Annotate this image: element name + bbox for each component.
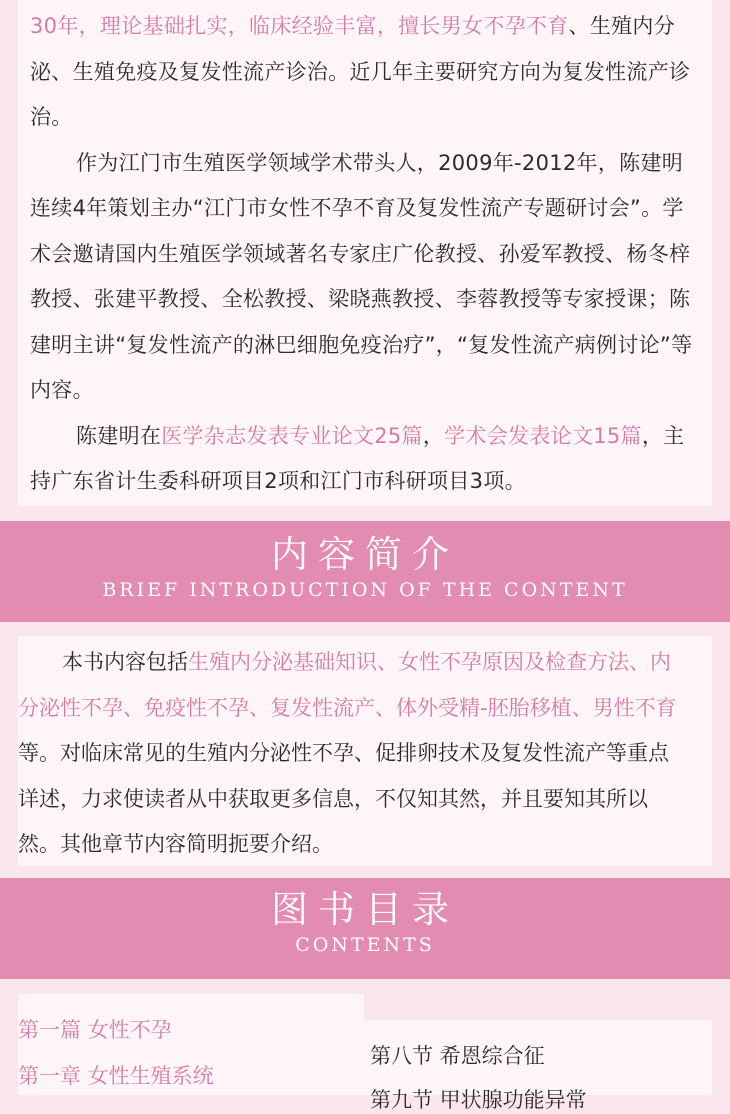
intro-paragraph [18, 640, 682, 868]
contents-subtitle: CONTENTS [295, 934, 435, 956]
content-intro-subtitle: BRIEF INTRODUCTION OF THE CONTENT [102, 579, 628, 601]
bio-paragraph-1 [30, 4, 702, 141]
content-intro-panel [18, 636, 712, 866]
toc-right-column [364, 1020, 712, 1112]
toc-section-item: 第九节 甲状腺功能异常 [370, 1088, 587, 1112]
bio-paragraph-2: 作为江门市生殖医学领域学术带头人，2009年-2012年，陈建明连续4年策划主办“江门市女性不孕不育及复发性流产专题研讨会”。学术会邀请国内生殖医学领域著名专家庄广伦教授、孙爱军教授、杨冬梓教授、张建平教授、全松教授、梁晓燕教授、李蓉教授等专家授课；陈建明主讲“复发性流产的淋巴细胞免疫治疗”，“复发性流产病例讨论”等内容。 [30, 150, 693, 402]
toc-section-item: 第八节 希恩综合征 [370, 1044, 545, 1068]
content-intro-header [0, 521, 730, 622]
content-intro-title: 内容简介 [271, 533, 459, 576]
author-bio-panel [18, 0, 712, 506]
bio-text: ，主持广东省计生委科研项目2项和江门市科研项目3项。 [30, 423, 685, 493]
intro-text: 本书内容包括 [62, 650, 188, 674]
toc-part-title: 第一篇 女性不孕 [18, 1018, 172, 1042]
bio-text: ， [422, 423, 445, 448]
contents-header [0, 878, 730, 979]
intro-highlight-topics: 生殖内分泌基础知识、女性不孕原因及检查方法、内分泌性不孕、免疫性不孕、复发性流产、体外受精-胚胎移植、男性不育 [18, 650, 677, 720]
bio-text: 、生殖内分泌、生殖免疫及复发性流产诊治。近几年主要研究方向为复发性流产诊治。 [30, 14, 691, 129]
intro-text: 等。对临床常见的生殖内分泌性不孕、促排卵技术及复发性流产等重点详述，力求使读者从中获取更多信息，不仅知其然，并且要知其所以然。其他章节内容简明扼要介绍。 [18, 741, 669, 856]
bio-highlight-conference-papers: 学术会发表论文15篇 [444, 423, 642, 448]
bio-paragraph-3 [30, 414, 702, 505]
bio-text: 陈建明在 [76, 423, 162, 448]
toc-chapter-title: 第一章 女性生殖系统 [18, 1064, 214, 1088]
toc-left-column [18, 994, 364, 1095]
contents-title: 图书目录 [271, 888, 459, 931]
bio-highlight-journal-papers: 医学杂志发表专业论文25篇 [161, 423, 423, 448]
bio-highlight-expertise: 30年，理论基础扎实，临床经验丰富，擅长男女不孕不育 [30, 14, 569, 38]
